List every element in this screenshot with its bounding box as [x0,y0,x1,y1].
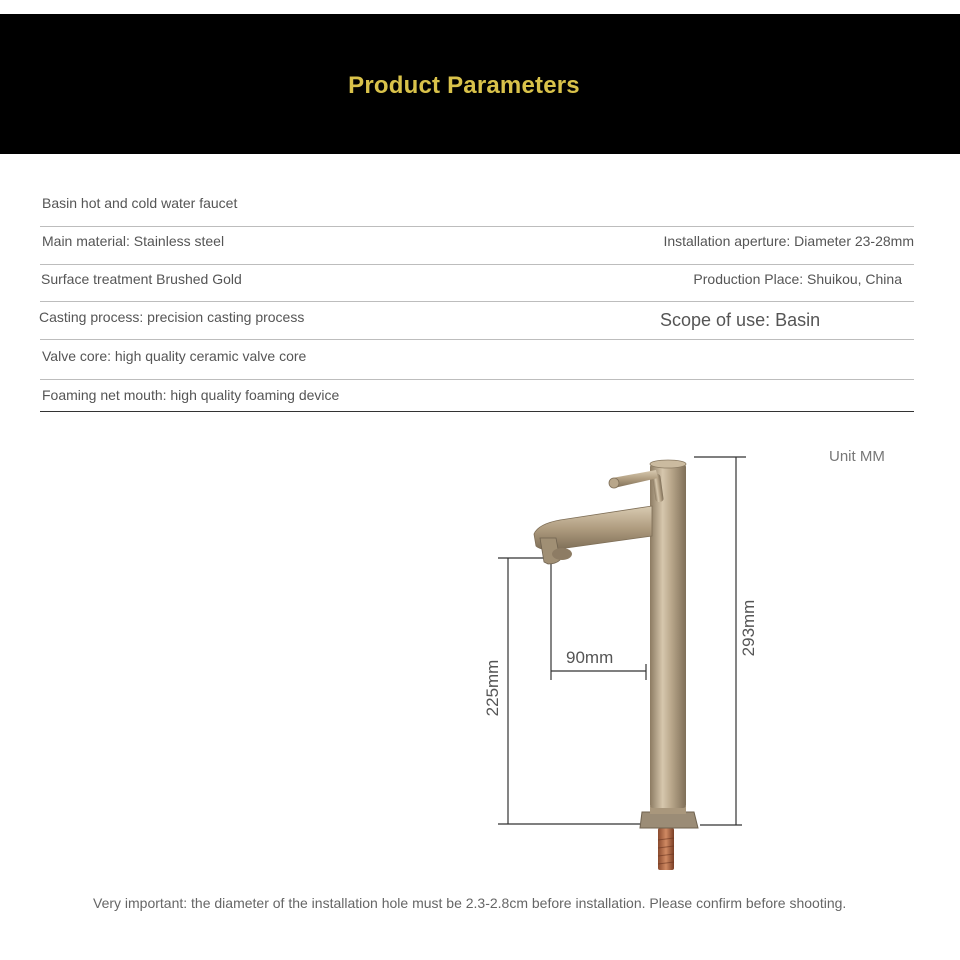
installation-note: Very important: the diameter of the installation hole must be 2.3-2.8cm before installation. Please confirm before shooting. [93,895,847,911]
spec-scope-of-use: Scope of use: Basin [660,310,821,330]
base-flange [640,812,698,828]
spout-reach-label: 90mm [566,648,614,667]
unit-label: Unit MM [829,448,885,465]
spec-product-name: Basin hot and cold water faucet [42,195,238,211]
faucet-image [534,460,698,870]
page-title: Product Parameters [348,72,580,99]
spec-installation-aperture: Installation aperture: Diameter 23-28mm [663,233,914,249]
spec-main-material: Main material: Stainless steel [42,233,225,249]
spec-casting-process: Casting process: precision casting process [39,309,305,325]
spout-height-label: 225mm [483,659,502,717]
spec-surface-treatment: Surface treatment Brushed Gold [41,271,242,287]
spec-production-place: Production Place: Shuikou, China [693,271,902,287]
spec-valve-core: Valve core: high quality ceramic valve core [42,348,307,364]
spec-foaming-net-mouth: Foaming net mouth: high quality foaming device [42,387,340,403]
aerator-tip [552,548,572,560]
total-height-label: 293mm [739,599,758,657]
faucet-body [650,464,686,808]
